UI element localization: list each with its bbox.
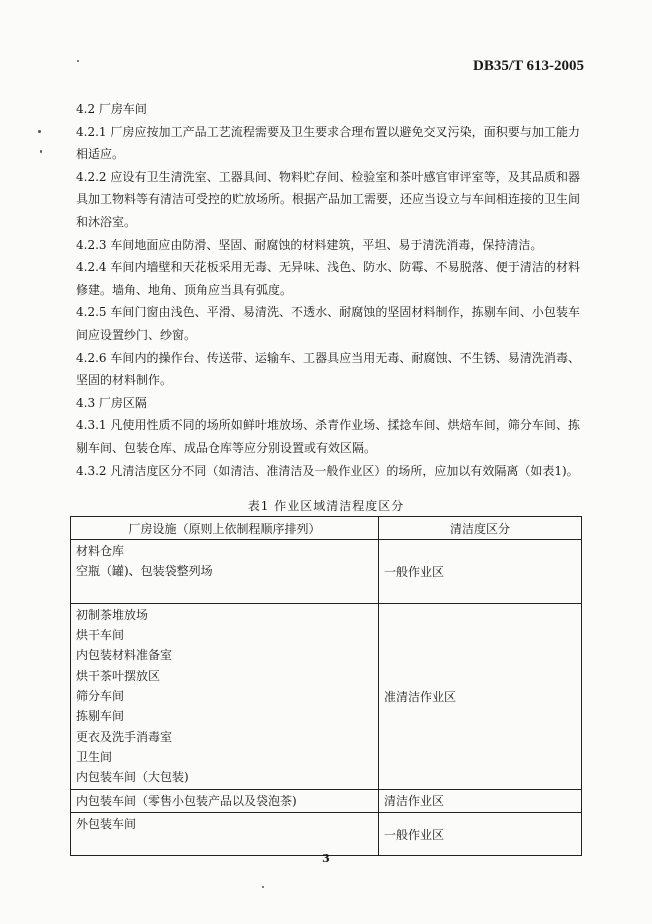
facility-spacer [76,582,373,602]
header-facilities: 厂房设施（原则上依制程顺序排列） [71,517,379,540]
table-caption: 表1 作业区域清洁程度区分 [247,499,405,513]
facility-item: 烘干车间 [76,628,125,643]
cleanliness-zone-table [70,516,582,856]
facility-item: 烘干茶叶摆放区 [76,668,161,683]
cleanliness-grade: 一般作业区 [379,812,582,856]
page-number: 3 [322,852,330,865]
facility-item: 拣剔车间 [76,709,125,724]
facility-item: 外包装车间 [76,816,137,831]
table-row [71,603,582,789]
table-row [71,812,582,856]
facility-item: 初制茶堆放场 [76,607,149,622]
clause-paragraph: 4.2.2 应设有卫生清洗室、工器具间、物料贮存间、检验室和茶叶感官审评室等，及其品质和器具加工物料等有清洁可受控的贮放场所。根据产品加工需要，还应当设立与车间相连接的卫生间和沐浴室。 [76,169,581,229]
facilities-cell [71,812,379,856]
facility-item: 内包装车间（零售小包装产品以及袋泡茶) [76,793,297,808]
clause-paragraph: 4.3.2 凡清洁度区分不同（如清洁、准清洁及一般作业区）的场所，应加以有效隔离（如表1)。 [76,463,579,478]
facility-item: 卫生间 [76,749,113,764]
table-row [71,540,582,604]
scan-speck [262,886,264,888]
body-text [76,98,580,482]
section-heading: 4.2 厂房车间 [76,102,147,116]
table-header-row [71,517,582,540]
facility-item: 材料仓库 [76,544,125,558]
facility-item: 空瓶（罐)、包装袋整列场 [76,564,213,579]
cleanliness-grade: 准清洁作业区 [379,603,582,789]
clause-paragraph: 4.2.5 车间门窗由浅色、平滑、易清洗、不透水、耐腐蚀的坚固材料制作，拣剔车间、小包装车间应设置纱门、纱窗。 [76,305,580,342]
scan-speck [38,130,41,133]
section-heading: 4.3 厂房区隔 [76,395,147,410]
facility-item: 更衣及洗手消毒室 [76,729,173,744]
cleanliness-grade: 一般作业区 [379,540,582,604]
scan-speck [77,60,79,62]
clause-paragraph: 4.2.6 车间内的操作台、传送带、运输车、工器具应当用无毒、耐腐蚀、不生锈、易清洗消毒、坚固的材料制作。 [76,350,580,388]
clause-paragraph: 4.2.3 车间地面应由防滑、坚固、耐腐蚀的材料建筑，平坦、易于清洗消毒，保持清洁。 [76,237,543,252]
clause-paragraph: 4.3.1 凡使用性质不同的场所如鲜叶堆放场、杀青作业场、揉捻车间、烘焙车间，筛分车间、拣剔车间、包装仓库、成品仓库等应分别设置或有效区隔。 [76,418,580,455]
scan-speck [40,150,42,153]
facilities-cell [71,540,379,604]
cleanliness-grade: 清洁作业区 [379,789,582,812]
table-row [71,789,582,812]
facility-item: 筛分车间 [76,689,125,704]
facility-item: 内包装材料准备室 [76,648,173,663]
facilities-cell [71,789,379,812]
clause-paragraph: 4.2.4 车间内墙壁和天花板采用无毒、无异味、浅色、防水、防霉、不易脱落、便于清洁的材料修建。墙角、地角、顶角应当具有弧度。 [76,260,580,297]
document-code: DB35/T 613-2005 [473,58,584,74]
facilities-cell [71,603,379,789]
facility-item: 内包装车间（大包装) [76,770,189,785]
header-cleanliness: 清洁度区分 [379,517,582,540]
clause-paragraph: 4.2.1 厂房应按加工产品工艺流程需要及卫生要求合理布置以避免交叉污染，面积要与加工能力相适应。 [76,124,580,162]
